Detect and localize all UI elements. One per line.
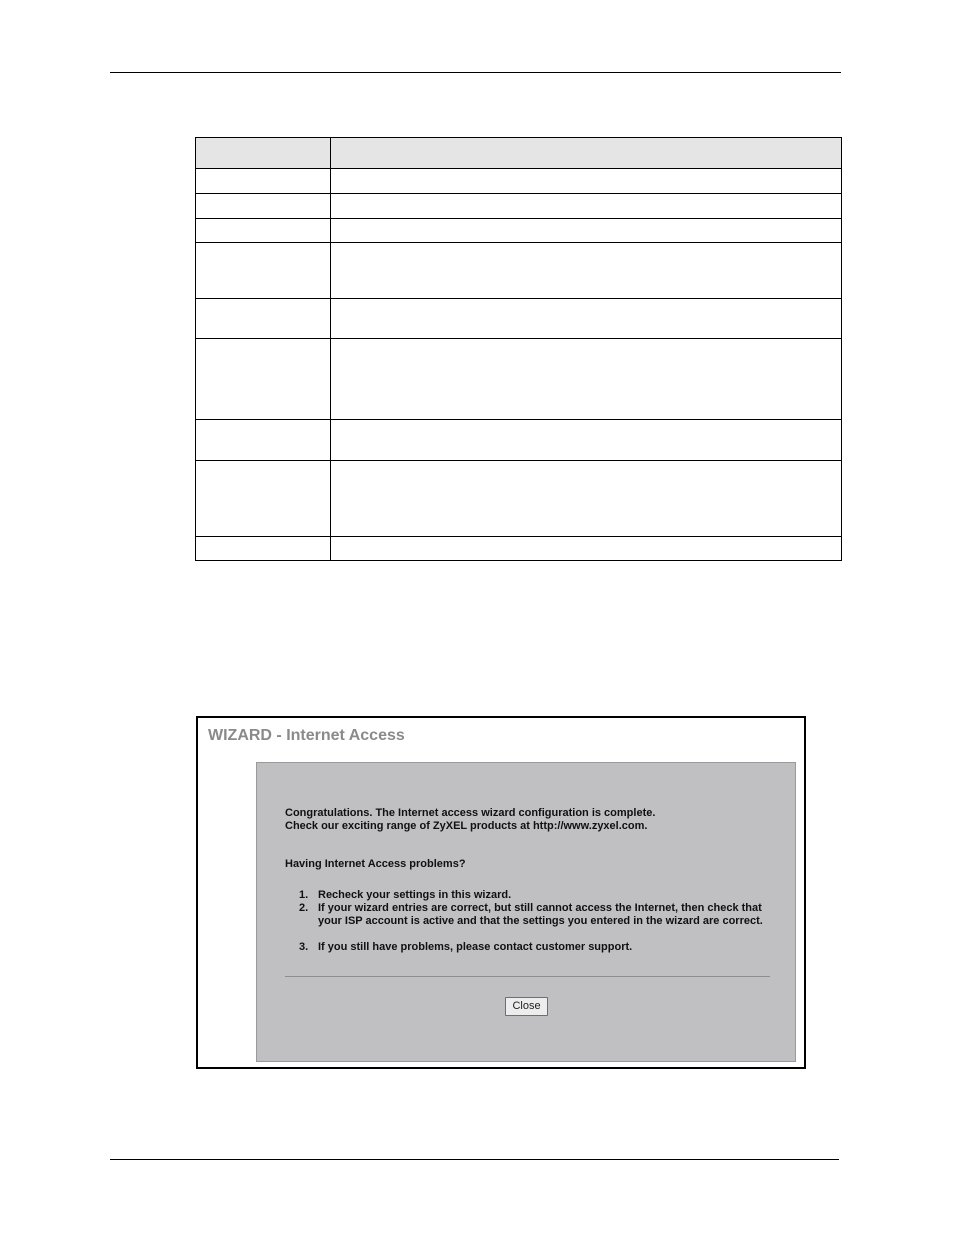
wizard-title: WIZARD - Internet Access: [208, 727, 405, 744]
table-row: [196, 461, 842, 537]
header-rule: [110, 72, 841, 73]
table-row: [196, 194, 842, 219]
separator-line: [285, 976, 770, 977]
close-button[interactable]: Close: [505, 997, 548, 1016]
step-text-continued: your ISP account is active and that the settings you entered in the wizard are correct.: [318, 915, 763, 927]
table-row: [196, 243, 842, 299]
table-row: [196, 420, 842, 461]
wizard-message-line2: Check our exciting range of ZyXEL products at http://www.zyxel.com.: [285, 820, 648, 832]
step-number: 1.: [299, 889, 309, 901]
reference-table: [195, 137, 842, 561]
table-row: [196, 537, 842, 561]
footer-rule: [110, 1159, 839, 1160]
table-header-row: [196, 138, 842, 169]
wizard-screenshot: [196, 716, 806, 1069]
table-row: [196, 339, 842, 420]
step-number: 3.: [299, 941, 309, 953]
table-header-cell: [331, 138, 842, 169]
problems-heading: Having Internet Access problems?: [285, 858, 466, 870]
table-row: [196, 219, 842, 243]
wizard-message-line1: Congratulations. The Internet access wizard configuration is complete.: [285, 807, 656, 819]
step-text: If your wizard entries are correct, but still cannot access the Internet, then check that: [318, 902, 762, 914]
table-header-cell: [196, 138, 331, 169]
step-text: Recheck your settings in this wizard.: [318, 889, 512, 901]
table-row: [196, 299, 842, 339]
step-number: 2.: [299, 902, 309, 914]
wizard-panel: [256, 762, 796, 1062]
table-row: [196, 169, 842, 194]
step-text: If you still have problems, please contact customer support.: [318, 941, 633, 953]
